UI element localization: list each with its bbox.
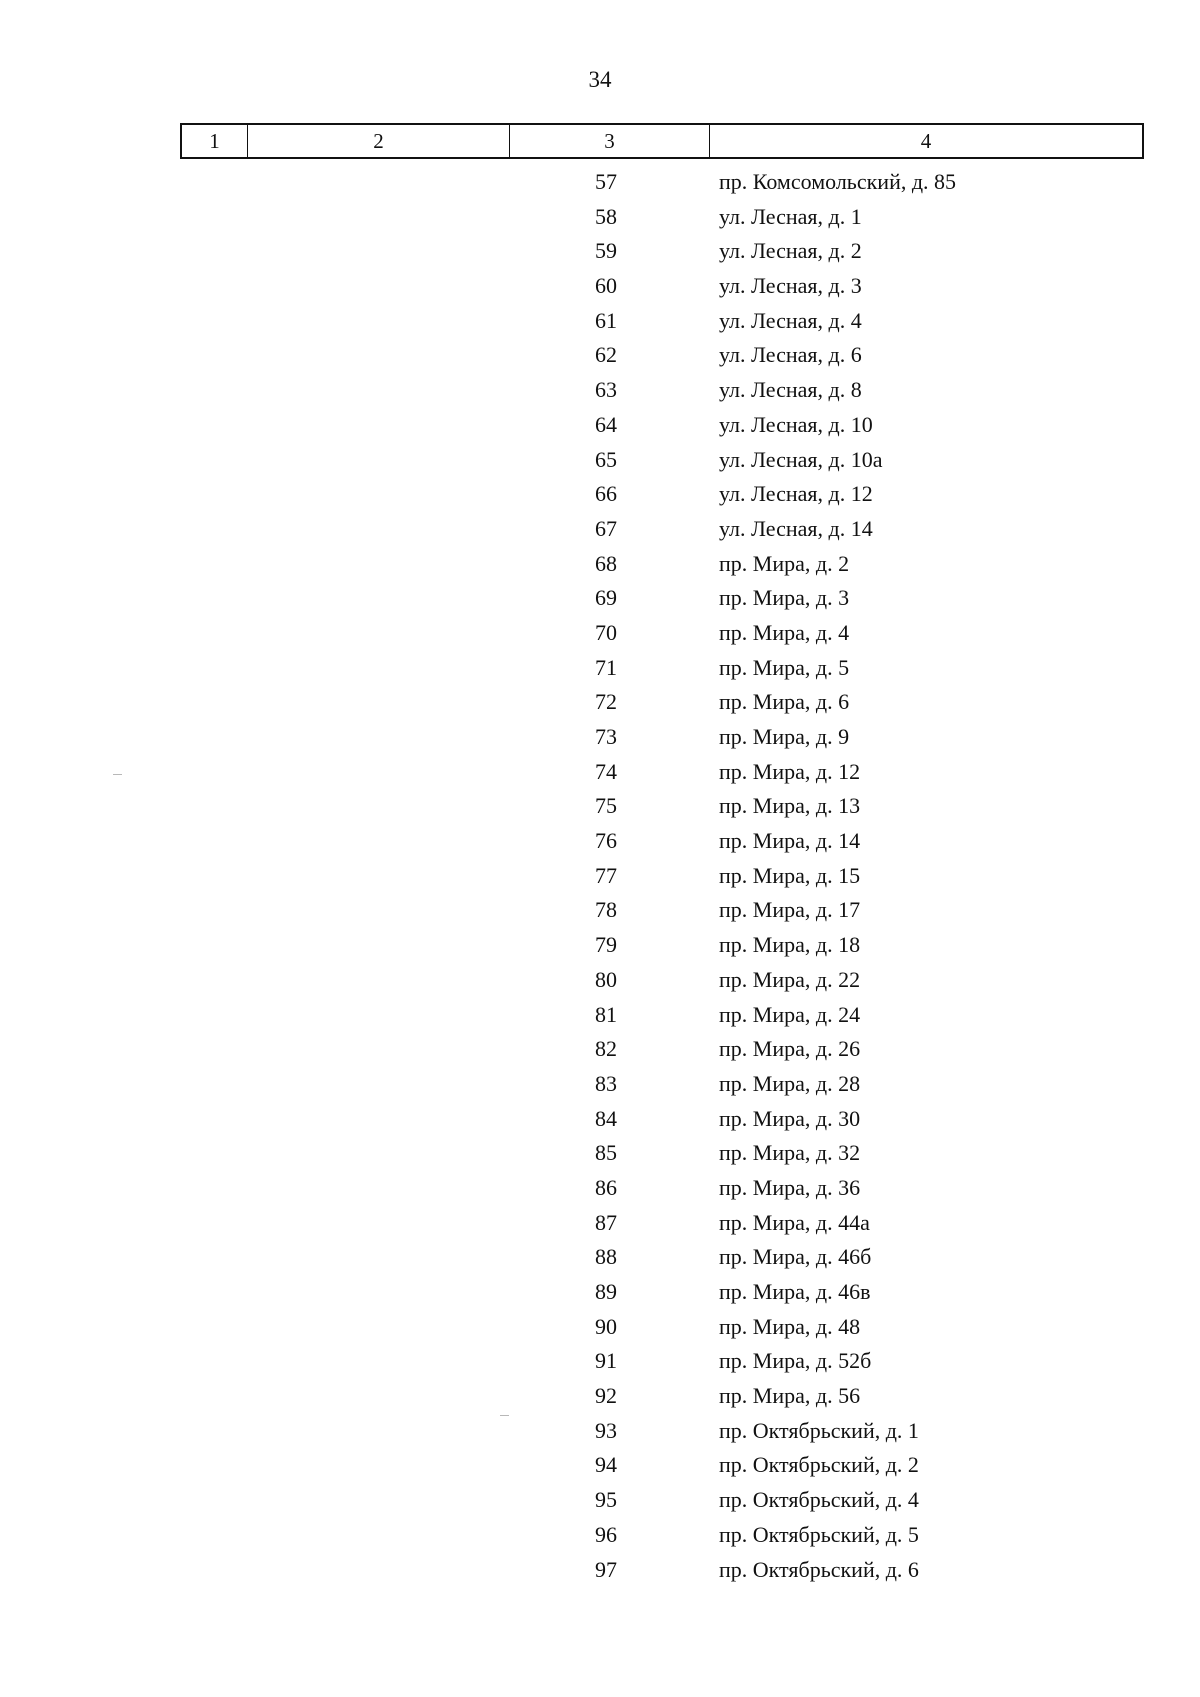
row-number: 74 bbox=[595, 758, 617, 784]
table-row bbox=[0, 200, 1200, 235]
row-address: пр. Мира, д. 44а bbox=[719, 1209, 870, 1235]
row-number: 71 bbox=[595, 654, 617, 680]
row-number: 80 bbox=[595, 966, 617, 992]
row-address: пр. Октябрьский, д. 6 bbox=[719, 1556, 919, 1582]
row-address: пр. Мира, д. 36 bbox=[719, 1174, 861, 1200]
row-address: пр. Мира, д. 24 bbox=[719, 1001, 861, 1027]
header-cell-col-2: 2 bbox=[248, 125, 510, 157]
table-row bbox=[0, 685, 1200, 720]
row-address: пр. Мира, д. 30 bbox=[719, 1105, 861, 1131]
row-address: пр. Мира, д. 46б bbox=[719, 1244, 872, 1270]
row-number: 70 bbox=[595, 619, 617, 645]
table-row bbox=[0, 373, 1200, 408]
row-address: пр. Мира, д. 5 bbox=[719, 654, 850, 680]
table-row bbox=[0, 1136, 1200, 1171]
scan-speck bbox=[500, 1415, 509, 1416]
row-number: 81 bbox=[595, 1001, 617, 1027]
table-row bbox=[0, 443, 1200, 478]
row-address: пр. Мира, д. 15 bbox=[719, 862, 861, 888]
row-address: пр. Мира, д. 2 bbox=[719, 550, 850, 576]
row-number: 79 bbox=[595, 932, 617, 958]
row-address: пр. Мира, д. 17 bbox=[719, 897, 861, 923]
row-address: пр. Мира, д. 4 bbox=[719, 619, 850, 645]
table-row bbox=[0, 477, 1200, 512]
header-cell-col-4: 4 bbox=[920, 128, 932, 153]
table-row bbox=[0, 824, 1200, 859]
table-row bbox=[0, 1483, 1200, 1518]
row-address: ул. Лесная, д. 4 bbox=[719, 307, 862, 333]
table-row bbox=[0, 651, 1200, 686]
row-number: 95 bbox=[595, 1487, 617, 1513]
row-number: 90 bbox=[595, 1313, 617, 1339]
table-row bbox=[0, 1275, 1200, 1310]
row-number: 78 bbox=[595, 897, 617, 923]
row-number: 86 bbox=[595, 1174, 617, 1200]
table-row bbox=[0, 1344, 1200, 1379]
table-row bbox=[0, 1414, 1200, 1449]
address-list bbox=[0, 165, 1200, 1587]
row-number: 93 bbox=[595, 1417, 617, 1443]
row-number: 68 bbox=[595, 550, 617, 576]
row-number: 64 bbox=[595, 411, 617, 437]
row-address: ул. Лесная, д. 12 bbox=[719, 481, 873, 507]
row-number: 82 bbox=[595, 1036, 617, 1062]
row-number: 85 bbox=[595, 1140, 617, 1166]
table-row bbox=[0, 1240, 1200, 1275]
table-row bbox=[0, 512, 1200, 547]
row-number: 84 bbox=[595, 1105, 617, 1131]
row-number: 62 bbox=[595, 342, 617, 368]
row-address: ул. Лесная, д. 10а bbox=[719, 446, 883, 472]
table-row bbox=[0, 859, 1200, 894]
table-row bbox=[0, 1379, 1200, 1414]
page-number: 34 bbox=[588, 67, 612, 92]
row-number: 88 bbox=[595, 1244, 617, 1270]
row-address: пр. Мира, д. 13 bbox=[719, 793, 861, 819]
row-address: пр. Мира, д. 22 bbox=[719, 966, 861, 992]
table-row bbox=[0, 1032, 1200, 1067]
table-row bbox=[0, 269, 1200, 304]
row-number: 89 bbox=[595, 1279, 617, 1304]
row-address: пр. Мира, д. 56 bbox=[719, 1383, 861, 1409]
row-address: пр. Мира, д. 52б bbox=[719, 1348, 872, 1374]
table-row bbox=[0, 616, 1200, 651]
row-address: пр. Мира, д. 48 bbox=[719, 1313, 861, 1339]
table-row bbox=[0, 998, 1200, 1033]
scan-speck bbox=[113, 774, 122, 775]
row-address: пр. Октябрьский, д. 5 bbox=[719, 1521, 919, 1547]
row-address: пр. Мира, д. 6 bbox=[719, 689, 850, 715]
header-cell-col-1: 1 bbox=[182, 125, 248, 157]
row-address: пр. Мира, д. 26 bbox=[719, 1036, 861, 1062]
row-number: 61 bbox=[595, 307, 617, 333]
table-row bbox=[0, 720, 1200, 755]
row-address: пр. Мира, д. 12 bbox=[719, 758, 861, 784]
row-number: 72 bbox=[595, 689, 617, 715]
row-address: пр. Мира, д. 46в bbox=[719, 1279, 871, 1304]
table-row bbox=[0, 1448, 1200, 1483]
table-row bbox=[0, 581, 1200, 616]
row-number: 97 bbox=[595, 1556, 617, 1582]
table-header-row bbox=[180, 123, 1144, 159]
row-number: 58 bbox=[595, 203, 617, 229]
table-row bbox=[0, 893, 1200, 928]
table-row bbox=[0, 1310, 1200, 1345]
table-row bbox=[0, 408, 1200, 443]
row-address: пр. Мира, д. 9 bbox=[719, 724, 850, 749]
row-number: 69 bbox=[595, 585, 617, 611]
row-address: пр. Мира, д. 14 bbox=[719, 828, 861, 854]
table-row bbox=[0, 1067, 1200, 1102]
table-row bbox=[0, 1553, 1200, 1588]
row-number: 94 bbox=[595, 1452, 617, 1478]
row-number: 77 bbox=[595, 862, 617, 888]
row-number: 66 bbox=[595, 481, 617, 507]
row-number: 75 bbox=[595, 793, 617, 819]
row-address: ул. Лесная, д. 14 bbox=[719, 515, 873, 541]
row-address: ул. Лесная, д. 3 bbox=[719, 273, 862, 299]
row-number: 65 bbox=[595, 446, 617, 472]
row-address: пр. Мира, д. 28 bbox=[719, 1070, 861, 1096]
row-number: 91 bbox=[595, 1348, 617, 1374]
row-number: 63 bbox=[595, 377, 617, 403]
row-number: 76 bbox=[595, 828, 617, 854]
row-number: 57 bbox=[595, 169, 617, 194]
row-address: ул. Лесная, д. 8 bbox=[719, 377, 862, 403]
row-number: 59 bbox=[595, 238, 617, 264]
row-address: пр. Мира, д. 32 bbox=[719, 1140, 861, 1166]
table-row bbox=[0, 963, 1200, 998]
row-number: 60 bbox=[595, 273, 617, 299]
table-row bbox=[0, 1206, 1200, 1241]
row-number: 73 bbox=[595, 724, 617, 749]
row-number: 83 bbox=[595, 1070, 617, 1096]
row-address: пр. Октябрьский, д. 2 bbox=[719, 1452, 919, 1478]
row-address: пр. Мира, д. 18 bbox=[719, 932, 861, 958]
table-row bbox=[0, 789, 1200, 824]
row-address: пр. Октябрьский, д. 4 bbox=[719, 1487, 919, 1513]
row-address: ул. Лесная, д. 1 bbox=[719, 203, 862, 229]
row-number: 96 bbox=[595, 1521, 617, 1547]
table-row bbox=[0, 234, 1200, 269]
row-address: ул. Лесная, д. 6 bbox=[719, 342, 862, 368]
table-row bbox=[0, 304, 1200, 339]
row-address: пр. Октябрьский, д. 1 bbox=[719, 1417, 919, 1443]
table-row bbox=[0, 1102, 1200, 1137]
table-row bbox=[0, 1171, 1200, 1206]
row-address: ул. Лесная, д. 10 bbox=[719, 411, 873, 437]
row-address: пр. Комсомольский, д. 85 bbox=[719, 169, 957, 194]
table-row bbox=[0, 755, 1200, 790]
table-row bbox=[0, 338, 1200, 373]
table-row bbox=[0, 1518, 1200, 1553]
row-number: 92 bbox=[595, 1383, 617, 1409]
row-number: 87 bbox=[595, 1209, 617, 1235]
table-row bbox=[0, 928, 1200, 963]
header-cell-col-3: 3 bbox=[510, 125, 710, 157]
table-row bbox=[0, 547, 1200, 582]
row-address: ул. Лесная, д. 2 bbox=[719, 238, 862, 264]
row-address: пр. Мира, д. 3 bbox=[719, 585, 850, 611]
table-row bbox=[0, 165, 1200, 200]
row-number: 67 bbox=[595, 515, 617, 541]
